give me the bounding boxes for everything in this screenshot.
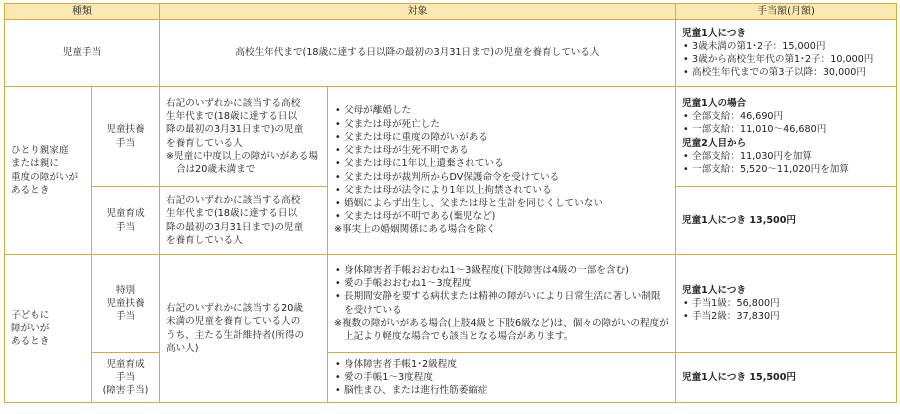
allowance-table — [4, 3, 897, 403]
jido-fuyo-target — [160, 87, 328, 187]
jido-ikusei-name — [92, 187, 160, 255]
list-item: • 3歳から高校生年代の第1･2子：10,000円 — [682, 53, 890, 66]
ikusei-shogai-amount: 児童1人につき 15,500円 — [676, 353, 897, 403]
list-item: • 長期間安静を要する病状または精神の障がいにより日常生活に著しい制限を受けている — [334, 290, 669, 316]
header-type: 種類 — [5, 4, 160, 20]
list-item: • 父または母が生死不明である — [334, 144, 669, 157]
row-jido-fuyo — [5, 87, 897, 187]
list-item: • 脳性まひ、または進行性筋萎縮症 — [334, 384, 669, 397]
name-line: 手当 — [115, 371, 136, 383]
target-line: 高い人) — [166, 342, 199, 354]
name-line: 特別 — [115, 284, 136, 296]
list-item: • 身体障害者手帳おおむね1～3級程度(下肢障害は4級の一部を含む) — [334, 264, 669, 277]
list-item: • 父または母が死亡した — [334, 118, 669, 131]
tokubetsu-name — [92, 255, 160, 353]
target-note: ※児童に中度以上の障がいがある場合は20歳未満まで — [166, 150, 318, 175]
header-amount: 手当額(月額) — [676, 4, 897, 20]
tokubetsu-conditions-list — [334, 264, 669, 317]
hitori-conditions — [328, 87, 676, 255]
target-line: 生年代まで(18歳に達する日以 — [166, 208, 298, 220]
amount-list-1 — [682, 110, 890, 136]
target-line: 降の最初の3月31日まで)の児童 — [166, 221, 304, 233]
row-tokubetsu — [5, 255, 897, 353]
name-line: 手当 — [115, 311, 136, 323]
list-item: • 全部支給：11,030円を加算 — [682, 150, 890, 163]
list-item: • 愛の手帳おおむね1～3度程度 — [334, 277, 669, 290]
list-item: • 父または母が裁判所からDV保護命令を受けている — [334, 171, 669, 184]
list-item: • 父または母に重度の障がいがある — [334, 131, 669, 144]
category-line: あるとき — [11, 184, 50, 196]
category-line: 障がいが — [11, 322, 50, 334]
target-line: を養育している人 — [166, 137, 243, 149]
ikusei-shogai-name — [92, 353, 160, 403]
list-item: • 3歳未満の第1･2子：15,000円 — [682, 40, 890, 53]
category-hitori — [5, 87, 92, 255]
jido-teate-name: 児童手当 — [5, 20, 160, 87]
name-line: 児童扶養 — [106, 297, 145, 309]
target-line: 右記のいずれかに該当する高校 — [166, 195, 301, 207]
jido-fuyo-amount — [676, 87, 897, 187]
tokubetsu-amount — [676, 255, 897, 353]
target-line: うち、主たる生計維持者(所得の — [166, 329, 305, 341]
target-line: 未満の児童を養育している人の — [166, 316, 301, 328]
name-line: 手当 — [115, 137, 136, 149]
ikusei-shogai-conditions-list — [334, 358, 669, 398]
category-shogai — [5, 255, 92, 403]
ikusei-shogai-conditions — [328, 353, 676, 403]
list-item: • 一部支給：11,010～46,680円 — [682, 123, 890, 136]
amount-title: 児童1人につき — [682, 284, 747, 296]
list-item: • 愛の手帳1～3度程度 — [334, 371, 669, 384]
category-line: 子どもに — [11, 309, 50, 321]
hitori-conditions-list — [334, 104, 669, 223]
amount-title: 児童1人の場合 — [682, 97, 747, 109]
target-line: 降の最初の3月31日まで)の児童 — [166, 124, 304, 136]
header-row — [5, 4, 897, 20]
row-jido-teate — [5, 20, 897, 87]
list-item: • 全部支給：46,690円 — [682, 110, 890, 123]
shogai-target — [160, 255, 328, 403]
tokubetsu-amount-list — [682, 297, 890, 323]
name-line: 児童育成 — [106, 358, 145, 370]
jido-teate-amount — [676, 20, 897, 87]
amount-list-2 — [682, 150, 890, 176]
list-item: • 手当2級：37,830円 — [682, 310, 890, 323]
list-item: • 父母が離婚した — [334, 104, 669, 117]
row-ikusei-shogai — [5, 353, 897, 403]
jido-fuyo-name — [92, 87, 160, 187]
category-line: ひとり親家庭 — [11, 145, 69, 157]
list-item: • 父または母に1年以上遺棄されている — [334, 157, 669, 170]
conditions-note: ※事実上の婚姻関係にある場合を除く — [334, 224, 496, 236]
target-line: 右記のいずれかに該当する高校 — [166, 97, 301, 109]
category-line: 重度の障がいが — [11, 171, 79, 183]
list-item: • 婚姻によらず出生し、父または母と生計を同じくしていない — [334, 197, 669, 210]
target-line: 右記のいずれかに該当する20歳 — [166, 303, 303, 315]
amount-title: 児童2人目から — [682, 137, 747, 149]
list-item: • 手当1級：56,800円 — [682, 297, 890, 310]
jido-ikusei-amount: 児童1人につき 13,500円 — [676, 187, 897, 255]
name-line: 児童育成 — [106, 208, 145, 220]
jido-teate-amount-title: 児童1人につき — [682, 27, 747, 39]
conditions-note: ※複数の障がいがある場合(上肢4級と下肢6級など)は、個々の障がいの程度が上記より軽度な場合でも該当となる場合があります。 — [334, 317, 669, 342]
jido-teate-amount-list — [682, 40, 890, 80]
jido-teate-target: 高校生年代まで(18歳に達する日以降の最初の3月31日まで)の児童を養育している人 — [160, 20, 676, 87]
name-line: 児童扶養 — [106, 124, 145, 136]
list-item: • 身体障害者手帳1･2級程度 — [334, 358, 669, 371]
list-item: • 一部支給：5,520～11,020円を加算 — [682, 163, 890, 176]
jido-ikusei-target — [160, 187, 328, 255]
list-item: • 父または母が不明である(棄児など) — [334, 210, 669, 223]
target-line: を養育している人 — [166, 234, 243, 246]
name-line: 手当 — [115, 221, 136, 233]
category-line: あるとき — [11, 336, 50, 348]
list-item: • 父または母が法令により1年以上拘禁されている — [334, 184, 669, 197]
tokubetsu-conditions — [328, 255, 676, 353]
category-line: または親に — [11, 158, 59, 170]
list-item: • 高校生年代までの第3子以降：30,000円 — [682, 66, 890, 79]
target-line: 生年代まで(18歳に達する日以 — [166, 111, 298, 123]
name-line: (障害手当) — [102, 385, 149, 397]
header-target: 対象 — [160, 4, 676, 20]
